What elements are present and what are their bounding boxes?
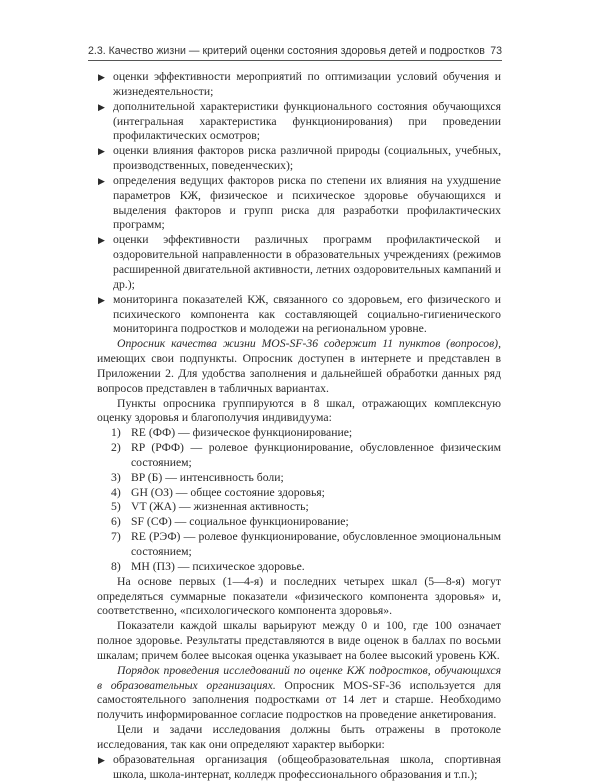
scale-item: 6) SF (СФ) — социальное функционирование; <box>111 515 349 529</box>
triangle-bullet-icon: ▶ <box>98 101 105 112</box>
list-item: ▶ дополнительной характеристики функционального состояния обучающихся (интегральная характеристика функционирования) при проведении профилактических осмотров; <box>98 99 501 143</box>
triangle-bullet-icon: ▶ <box>98 146 105 157</box>
paragraph-lead-italic: Опросник качества жизни MOS-SF-36 содержит 11 пунктов (вопросов), <box>117 337 501 351</box>
list-item: ▶ оценки эффективности различных программ профилактической и оздоровительной направленности в образовательных учреждениях (режимов расширенной двигательной активности, летних оздоровительных кампаний и др.); <box>98 233 501 291</box>
triangle-bullet-icon: ▶ <box>98 294 105 305</box>
paragraph-goals: Цели и задачи исследования должны быть отражены в протоколе исследования, так как они определяют характер выборки: <box>97 723 501 751</box>
paragraph-lead-italic: Порядок проведения исследований по оценке КЖ подростков, обучающихся в образовательных организациях. <box>97 663 501 692</box>
list-item: ▶ оценки влияния факторов риска различной природы (социальных, учебных, производственных, поведенческих); <box>98 144 501 173</box>
scale-item: 2) RP (РФФ) — ролевое функционирование, обусловленное физическим состоянием; <box>111 441 501 469</box>
paragraph-questionnaire: Опросник качества жизни MOS-SF-36 содержит 11 пунктов (вопросов), имеющих свои подпункты. Опросник доступен в интернете и представлен в Приложении 2. Для удобства заполнения и дальнейшей обработки данных ряд вопросов представлен в табличных вариантах. <box>97 337 501 395</box>
list-item: ▶ оценки эффективности мероприятий по оптимизации условий обучения и жизнедеятельности; <box>98 70 501 98</box>
scale-item: 3) BP (Б) — интенсивность боли; <box>111 470 284 484</box>
paragraph-scales-intro: Пункты опросника группируются в 8 шкал, отражающих комплексную оценку здоровья и благополучия индивидуума: <box>97 396 501 425</box>
paragraph-score-range: Показатели каждой шкалы варьируют между 0 и 100, где 100 означает полное здоровье. Результаты представляются в виде оценок в баллах по восьми шкалам; причем более высокая оценка указывает на более высокий уровень КЖ. <box>97 619 501 662</box>
running-head-title: 2.3. Качество жизни — критерий оценки состояния здоровья детей и подростков <box>88 45 485 57</box>
scales-list <box>97 426 501 574</box>
scale-item: 1) RE (ФФ) — физическое функционирование; <box>111 426 353 440</box>
list-item: ▶ образовательная организация (общеобразовательная школа, спортивная школа, школа-интернат, колледж профессионального образования и т.п.); <box>98 752 501 781</box>
scale-item: 5) VT (ЖА) — жизненная активность; <box>111 500 309 514</box>
scale-item: 4) GH (ОЗ) — общее состояние здоровья; <box>111 485 325 499</box>
list-item: ▶ определения ведущих факторов риска по степени их влияния на ухудшение параметров КЖ, физическое и психическое здоровье обучающихся и выделения факторов и групп риска для разработки профилактических программ; <box>98 173 501 232</box>
page-number: 73 <box>490 45 502 57</box>
triangle-bullet-icon: ▶ <box>98 754 105 765</box>
header-rule <box>88 60 502 61</box>
list-item: ▶ мониторинга показателей КЖ, связанного со здоровьем, его физического и психического компонента как составляющей социально-гигиенического мониторинга подростков и молодежи на региональном уровне. <box>98 292 501 336</box>
sample-list <box>97 753 501 783</box>
triangle-bullet-icon: ▶ <box>98 72 105 82</box>
triangle-bullet-icon: ▶ <box>98 235 105 246</box>
scale-item: 7) RE (РЭФ) — ролевое функционирование, обусловленное эмоциональным состоянием; <box>111 530 501 558</box>
purpose-list <box>97 70 501 337</box>
paragraph-summary: На основе первых (1—4-я) и последних четырех шкал (5—8-я) могут определяться суммарные показатели «физического компонента здоровья» и, соответственно, «психологического компонента здоровья». <box>97 574 501 618</box>
page-body <box>97 70 501 783</box>
triangle-bullet-icon: ▶ <box>98 175 105 186</box>
paragraph-procedure: Порядок проведения исследований по оценке КЖ подростков, обучающихся в образовательных организациях. Опросник MOS-SF-36 используется для самостоятельного заполнения подростками от 14 лет и старше. Необходимо получить информированное согласие подростков на проведение анкетирования. <box>97 663 501 722</box>
scale-item: 8) MH (ПЗ) — психическое здоровье. <box>111 559 305 573</box>
